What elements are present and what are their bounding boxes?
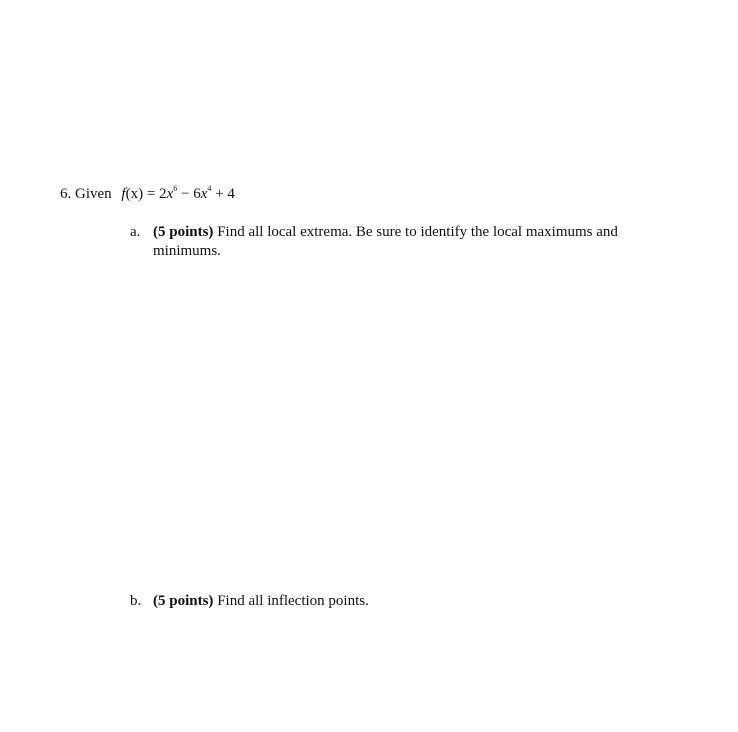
question-number: 6. Given <box>60 186 112 202</box>
function-expression <box>121 186 234 202</box>
question-6 <box>60 184 235 204</box>
part-a-letter: a. <box>130 224 141 240</box>
part-b-text <box>153 592 650 611</box>
part-b-instruction: Find all inflection points. <box>213 593 369 609</box>
part-b-points: (5 points) <box>153 593 214 609</box>
term-x1: x <box>166 186 174 202</box>
part-a <box>130 223 650 261</box>
part-b-letter: b. <box>130 593 142 609</box>
function-variable: (x) <box>125 186 144 202</box>
exponent-4: 4 <box>207 184 212 193</box>
term-x2: x <box>200 186 208 202</box>
exponent-6: 6 <box>173 184 178 193</box>
part-a-instruction: Find all local extrema. Be sure to identify the local maximums and minimums. <box>153 224 618 259</box>
function-name: f <box>121 186 126 202</box>
minus-term: − 6 <box>177 186 201 202</box>
plus-term: + 4 <box>211 186 235 202</box>
equals-term: = 2 <box>143 186 167 202</box>
part-b <box>130 592 650 611</box>
part-a-points: (5 points) <box>153 224 214 240</box>
part-a-text <box>153 223 650 261</box>
